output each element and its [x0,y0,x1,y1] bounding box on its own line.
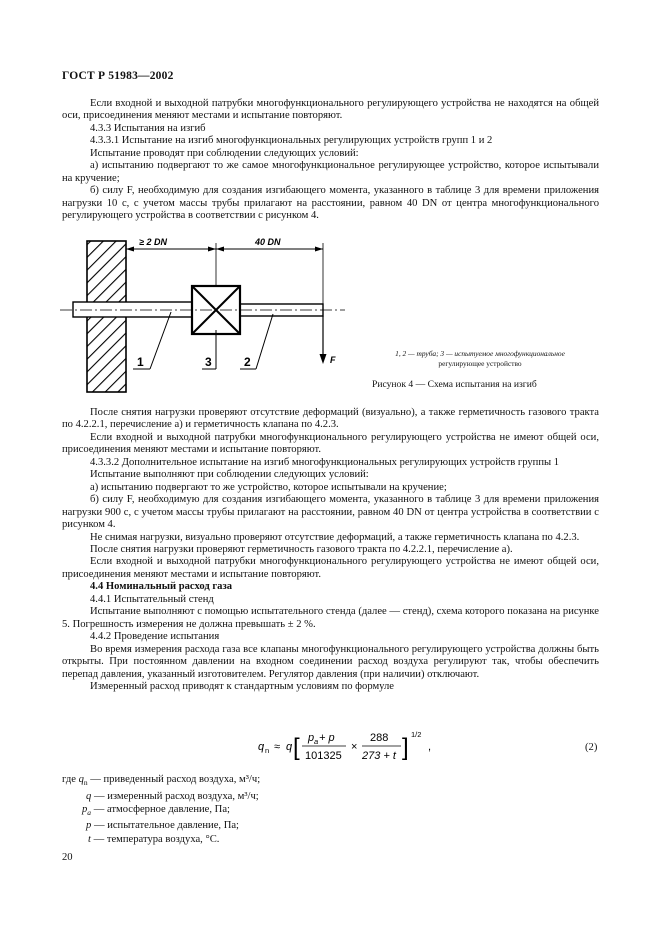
section-heading: 4.4.2 Проведение испытания [90,631,220,643]
section-heading: 4.3.3 Испытания на изгиб [90,122,206,134]
section-heading-bold: 4.4 Номинальный расход газа [90,581,233,593]
variable-definitions [62,773,260,846]
variable-row: q — измеренный расход воздуха, м³/ч; [86,790,259,802]
bracket-right: ] [402,734,409,761]
paragraph: Измеренный расход приводят к стандартным условиям по формуле [90,680,395,692]
text-block-2 [62,407,599,693]
list-item: а) испытанию подвергают то же самое многофункциональное регулирующее устройство, которое испытывали на кручение; [62,160,599,184]
dim-right-label: 40 DN [255,237,281,247]
dim-left-label: ≥ 2 DN [139,237,167,247]
legend-line: регулирующее устройство [438,358,522,368]
formula-number: (2) [585,742,598,753]
paragraph: Не снимая нагрузки, визуально проверяют отсутствие деформаций, а также герметичность клапана по 4.2.3. [90,531,580,543]
formula-lhs: q [258,741,265,753]
formula-comma: , [428,741,432,753]
wall-hatched [87,241,126,392]
list-item: а) испытанию подвергают то же устройство, которое испытывали на кручение; [90,481,447,493]
list-item: б) силу F, необходимую для создания изгибающего момента, указанного в таблице 3 для времени приложения нагрузки 10 с, с учетом массы трубы прилагают на расстоянии, равном 40 DN от центра многофункционального регулирующего устройства в соответствии с рисунком 4. [62,185,599,222]
bracket-left: [ [293,734,300,761]
variable-row: где $q_n$ — приведенный расход воздуха, м³/ч; [62,774,261,788]
formula-eq: ≈ [274,741,281,753]
paragraph: Испытание выполняют с помощью испытательного стенда (далее — стенд), схема которого показана на рисунке 5. Погрешность измерения не должна превышать ± 2 %. [62,606,599,630]
paragraph: Если входной и выходной патрубки многофункционального регулирующего устройства не имеют общей оси, присоединения меняют местами и испытание повторяют. [62,431,599,456]
paragraph: После снятия нагрузки проверяют герметичность газового тракта по 4.2.2.1, перечисление а). [90,543,513,555]
label-1: 1 [137,355,144,369]
pipe-2 [240,304,323,316]
force-label: F [330,355,336,365]
times: × [351,741,358,753]
num1: p [308,732,315,744]
num1-rest: + p [319,732,335,744]
list-item: б) силу F, необходимую для создания изгибающего момента, указанного в таблице 3 для времени приложения нагрузки 900 с, с учетом массы трубы прилагают на расстоянии, равном 40 DN от центра устройства в соответствии с рисунком 4. [62,494,599,531]
variable-row: $p_a$ — атмосферное давление, Па; [82,803,230,818]
standard-header: ГОСТ Р 51983—2002 [62,70,174,82]
section-heading: 4.4.1 Испытательный стенд [90,593,214,605]
device-3 [192,286,240,334]
den1: 101325 [305,750,342,762]
num2: 288 [370,732,389,744]
formula-lhs-sub: n [265,746,270,755]
pipe-1 [73,302,193,317]
paragraph: Если входной и выходной патрубки многофункционального регулирующего устройства не находятся на общей оси, присоединения меняют местами и испытание повторяют. [62,98,599,122]
label-3: 3 [205,355,212,369]
paragraph: Испытание выполняют при соблюдении следующих условий: [90,469,369,481]
den2: 273 + t [362,750,396,762]
figure-legend [360,349,600,368]
legend-line: 1, 2 — труба; 3 — испытуемое многофункциональное [395,349,565,358]
paragraph: Во время измерения расхода газа все клапаны многофункционального регулирующего устройства должны быть открыты. При постоянном давлении на входном соединении расход воздуха регулируют так, чтобы обеспечить перепад давления, указанный изготовителем. Регулятор давления (при наличии) отключают. [62,643,599,680]
paragraph: Испытание проводят при соблюдении следующих условий: [90,147,359,159]
subsection-heading: 4.3.3.2 Дополнительное испытание на изгиб многофункциональных регулирующих устройств группы 1 [90,456,560,468]
variable-row: t — температура воздуха, °С. [88,833,220,845]
paragraph: Если входной и выходной патрубки многофункционального регулирующего устройства не имеют общей оси, присоединения меняют местами и испытание повторяют. [62,556,599,580]
page-number: 20 [62,852,73,863]
subsection-heading: 4.3.3.1 Испытание на изгиб многофункциональных регулирующих устройств групп 1 и 2 [90,135,493,147]
variable-row: p — испытательное давление, Па; [86,820,240,832]
power: 1/2 [411,730,422,739]
formula-2 [62,726,599,770]
label-2: 2 [244,355,251,369]
text-block-1 [62,98,599,223]
paragraph: После снятия нагрузки проверяют отсутствие деформаций (визуально), а также герметичность газового тракта по 4.2.2.1, перечисление а) и герметичность клапана по 4.2.3. [62,407,599,431]
formula-q: q [286,741,293,753]
figure-caption: Рисунок 4 — Схема испытания на изгиб [372,379,537,390]
num1-sub: a [314,737,319,746]
